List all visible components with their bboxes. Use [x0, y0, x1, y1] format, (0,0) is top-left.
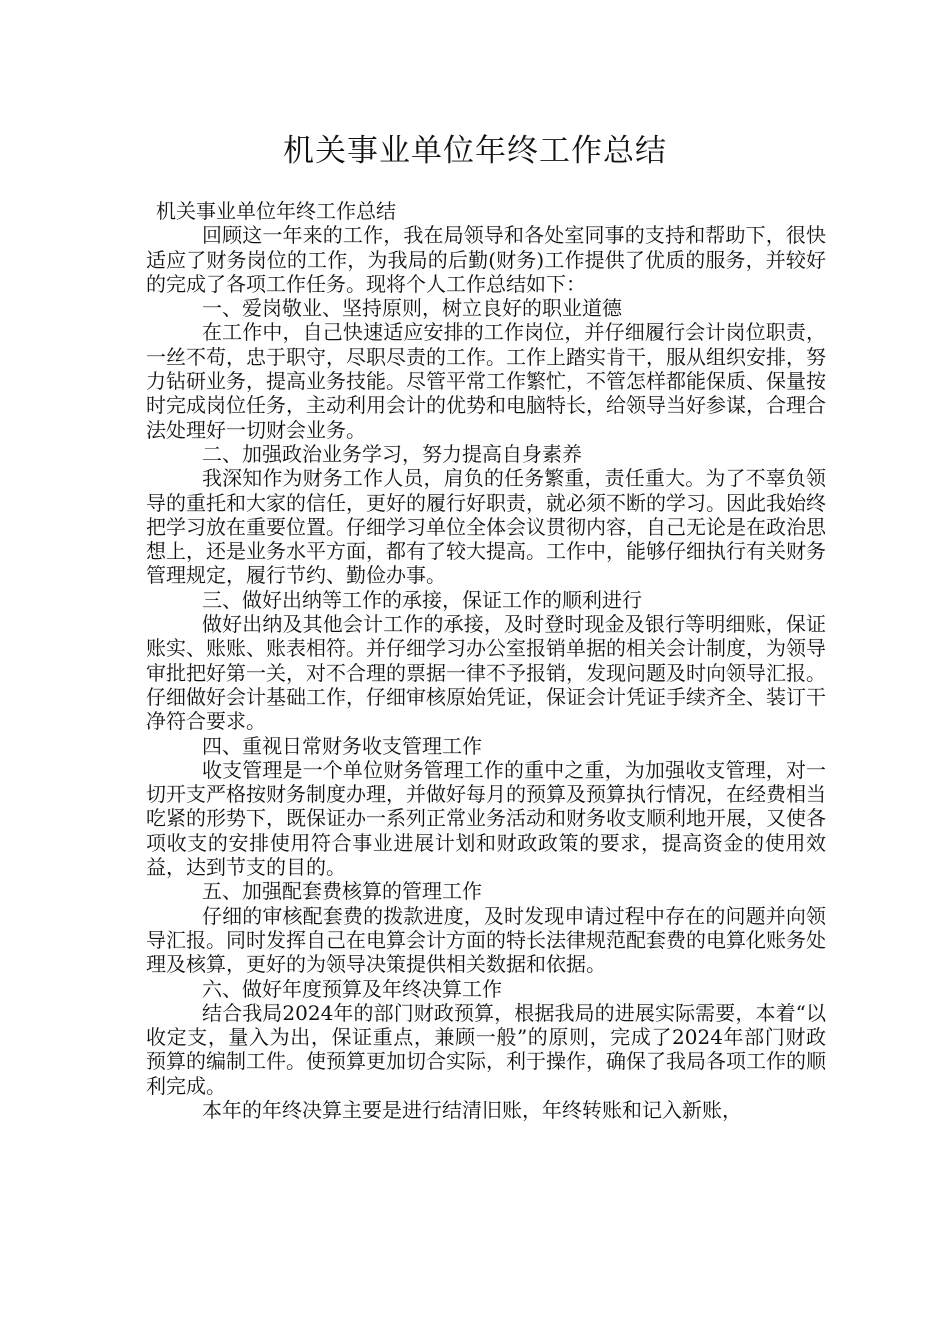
- section-heading: 四、重视日常财务收支管理工作: [202, 733, 482, 758]
- section-heading: 六、做好年度预算及年终决算工作: [202, 976, 502, 1001]
- document-blocks: [146, 223, 826, 1122]
- paragraph: 本年的年终决算主要是进行结清旧账，年终转账和记入新账，: [202, 1097, 742, 1122]
- paragraph: 我深知作为财务工作人员，肩负的任务繁重，责任重大。为了不辜负领导的重托和大家的信任，更好的履行好职责，就必须不断的学习。因此我始终把学习放在重要位置。仔细学习单位全体会议贯彻内容，自己无论是在政治思想上，还是业务水平方面，都有了较大提高。工作中，能够仔细执行有关财务管理规定，履行节约、勤俭办事。: [146, 466, 826, 588]
- paragraph: 仔细的审核配套费的拨款进度，及时发现申请过程中存在的问题并向领导汇报。同时发挥自己在电算会计方面的特长法律规范配套费的电算化账务处理及核算，更好的为领导决策提供相关数据和依据。: [146, 903, 826, 977]
- document-body: [146, 199, 826, 1122]
- section-heading: 一、爱岗敬业、坚持原则，树立良好的职业道德: [202, 296, 622, 321]
- section-heading: 五、加强配套费核算的管理工作: [202, 879, 482, 904]
- section-heading: 三、做好出纳等工作的承接，保证工作的顺利进行: [202, 587, 642, 612]
- paragraph: 在工作中，自己快速适应安排的工作岗位，并仔细履行会计岗位职责，一丝不苟，忠于职守，尽职尽责的工作。工作上踏实肯干，服从组织安排，努力钻研业务，提高业务技能。尽管平常工作繁忙，不管怎样都能保质、保量按时完成岗位任务，主动利用会计的优势和电脑特长，给领导当好参谋，合理合法处理好一切财会业务。: [146, 320, 826, 442]
- paragraph: 回顾这一年来的工作，我在局领导和各处室同事的支持和帮助下，很快适应了财务岗位的工作，为我局的后勤(财务)工作提供了优质的服务，并较好的完成了各项工作任务。现将个人工作总结如下：: [146, 223, 826, 296]
- section-heading: 二、加强政治业务学习，努力提高自身素养: [202, 441, 582, 466]
- document-title: 机关事业单位年终工作总结: [283, 133, 667, 169]
- paragraph: 结合我局2024年的部门财政预算，根据我局的进展实际需要，本着“以收定支，量入为出，保证重点，兼顾一般”的原则，完成了2024年部门财政预算的编制工件。使预算更加切合实际，利于操作，确保了我局各项工作的顺利完成。: [146, 1000, 826, 1098]
- paragraph: 做好出纳及其他会计工作的承接，及时登时现金及银行等明细账，保证账实、账账、账表相符。并仔细学习办公室报销单据的相关会计制度，为领导审批把好第一关，对不合理的票据一律不予报销，发现问题及时向领导汇报。仔细做好会计基础工作，仔细审核原始凭证，保证会计凭证手续齐全、装订干净符合要求。: [146, 612, 826, 734]
- document-subtitle: 机关事业单位年终工作总结: [156, 199, 396, 223]
- paragraph: 收支管理是一个单位财务管理工作的重中之重，为加强收支管理，对一切开支严格按财务制度办理，并做好每月的预算及预算执行情况，在经费相当吃紧的形势下，既保证办一系列正常业务活动和财务收支顺利地开展，又使各项收支的安排使用符合事业进展计划和财政政策的要求，提高资金的使用效益，达到节支的目的。: [146, 757, 826, 880]
